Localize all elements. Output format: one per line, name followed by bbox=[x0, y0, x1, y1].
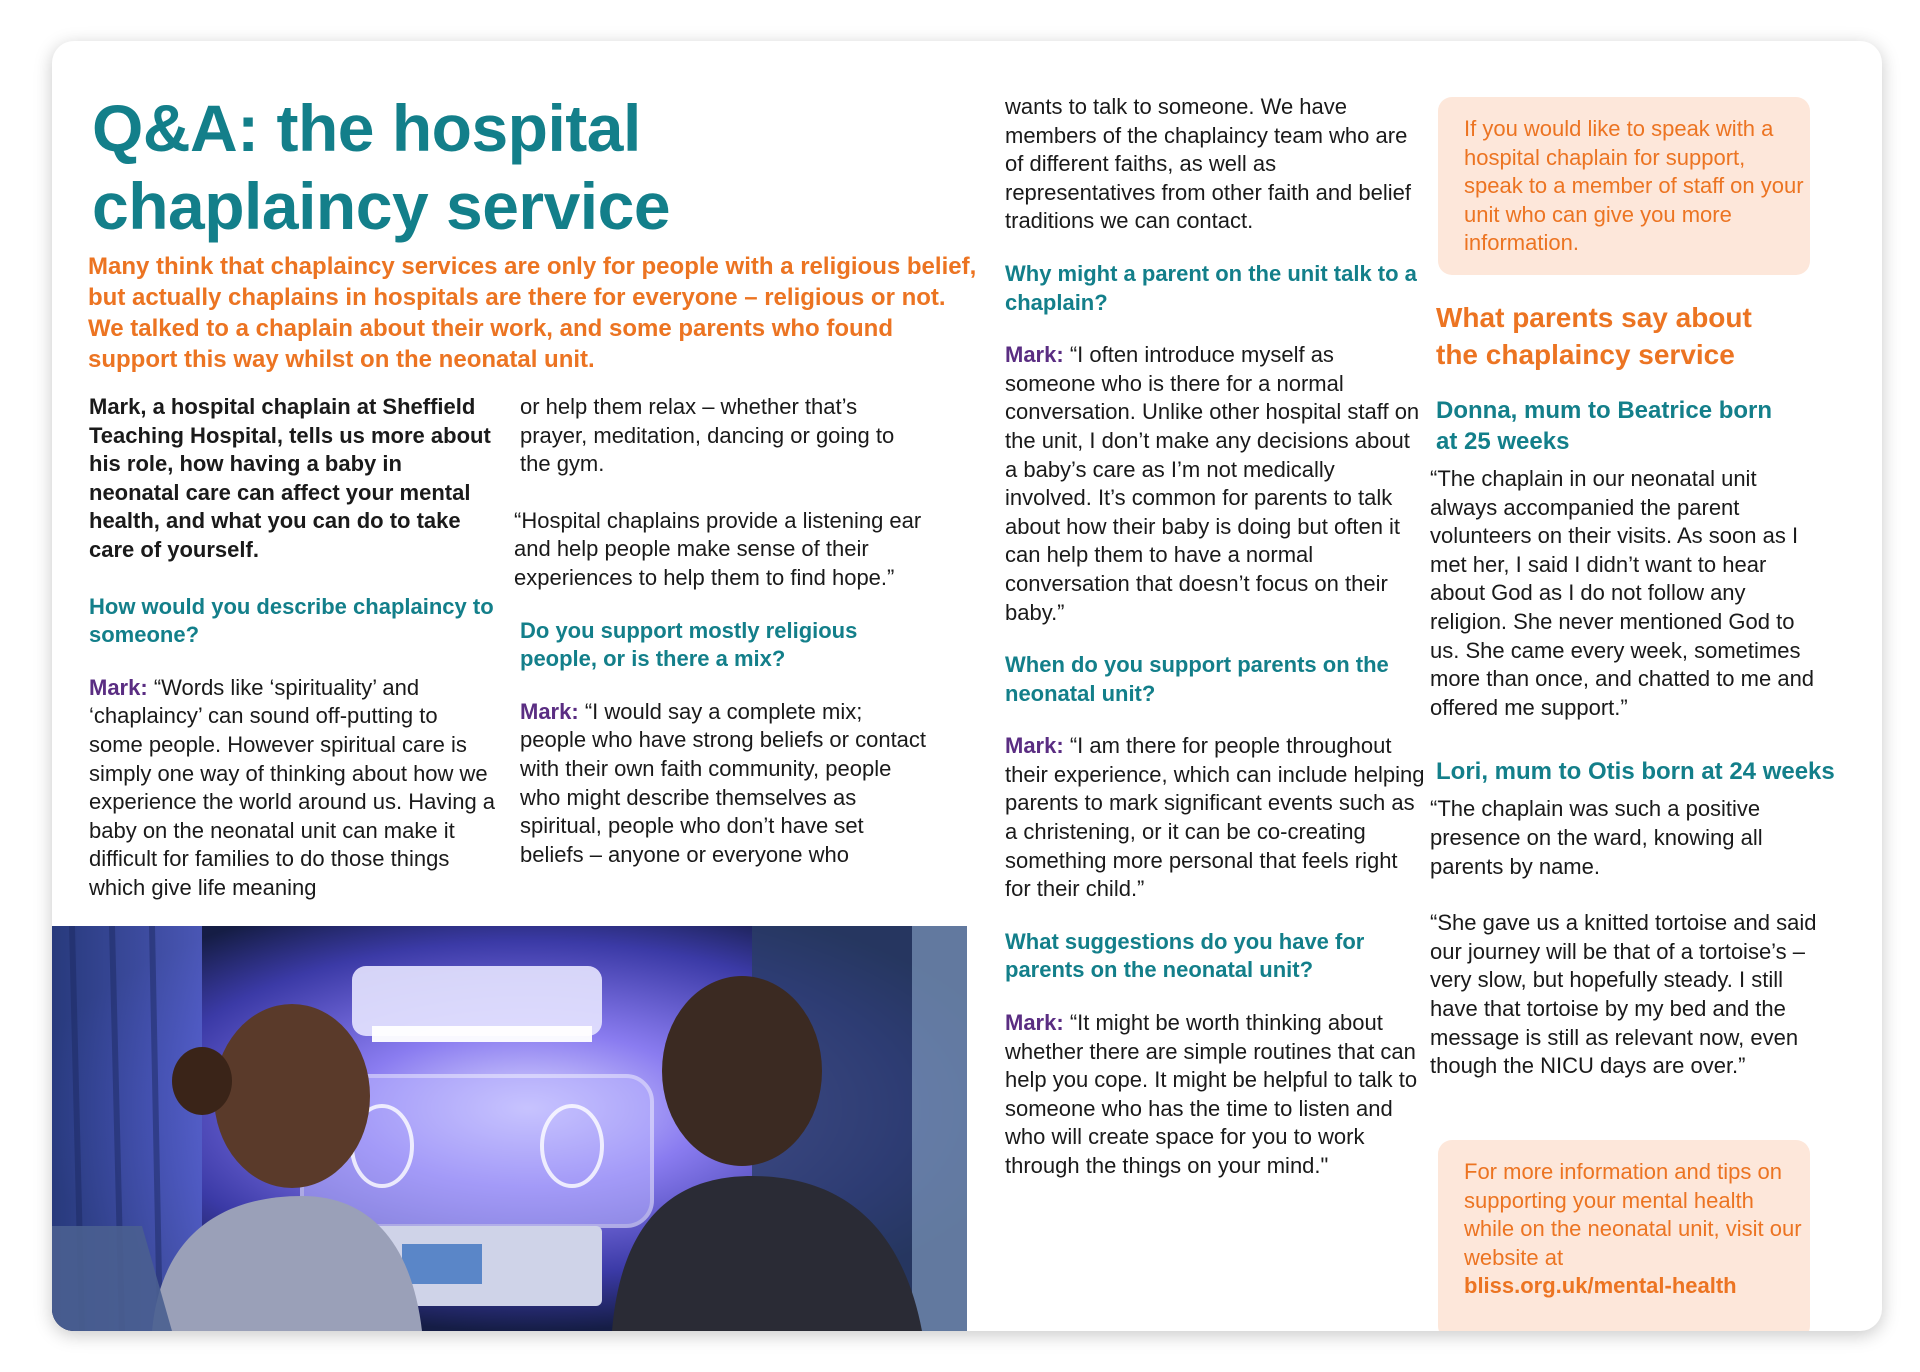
callout-text: If you would like to speak with a hospital chaplain for support, speak to a member of staff on your unit who can give you more information. bbox=[1464, 116, 1804, 256]
answer-2: Mark: “I would say a complete mix; people who have strong beliefs or contact with their own faith community, people who might describe themselves as spiritual, people who don’t have set beliefs – anyone or everyone who bbox=[520, 698, 927, 867]
answer-1-second-paragraph: “Hospital chaplains provide a listening ear and help people make sense of their experiences to help them to find hope.” bbox=[514, 507, 922, 590]
website-link[interactable]: bliss.org.uk/mental-health bbox=[1464, 1273, 1737, 1299]
parent-name-lori: Lori, mum to Otis born at 24 weeks bbox=[1436, 758, 1835, 786]
question-5: What suggestions do you have for parents on the neonatal unit? bbox=[1005, 928, 1365, 983]
column-1 bbox=[89, 393, 497, 903]
answer-2-continued: wants to talk to someone. We have members of the chaplaincy team who are of different faiths, as well as representatives from other faith and belief traditions we can contact. bbox=[1005, 94, 1412, 234]
speaker-label: Mark: bbox=[89, 674, 148, 700]
more-info-text: For more information and tips on supporting your mental health while on the neonatal unit, visit our website at bliss.org.uk/mental-health bbox=[1464, 1159, 1802, 1299]
column-4-parents bbox=[1430, 299, 1856, 1081]
parent-quote-lori-2: “She gave us a knitted tortoise and said our journey will be that of a tortoise’s – very slow, but hopefully steady. I still have that tortoise by my bed and the message is still as relevant now, even though the NICU days are over.” bbox=[1430, 910, 1817, 1079]
parent-quote-lori-1: “The chaplain was such a positive presence on the ward, knowing all parents by name. bbox=[1430, 796, 1763, 879]
answer-5: Mark: “It might be worth thinking about whether there are simple routines that can help you cope. It might be helpful to talk to someone who has the time to listen and who will create space for you to work through the things on your mind." bbox=[1005, 1010, 1418, 1178]
speaker-label: Mark: bbox=[1005, 1010, 1064, 1036]
magazine-spread bbox=[52, 41, 1882, 1331]
parents-heading: What parents say about the chaplaincy service bbox=[1436, 302, 1752, 370]
question-1: How would you describe chaplaincy to someone? bbox=[89, 593, 494, 648]
question-3: Why might a parent on the unit talk to a chaplain? bbox=[1005, 260, 1417, 315]
speaker-label: Mark: bbox=[1005, 733, 1064, 759]
answer-1-continued: or help them relax – whether that’s prayer, meditation, dancing or going to the gym. bbox=[520, 394, 895, 477]
page-title: Q&A: the hospital chaplaincy service bbox=[92, 91, 671, 243]
parent-quote-donna: “The chaplain in our neonatal unit always accompanied the parent volunteers on their visits. As soon as I met her, I said I didn’t want to hear about God as I do not follow any religion. She never mentioned God to us. She came every week, sometimes more than once, and chatted to me and offered me support.” bbox=[1430, 466, 1815, 720]
lead-paragraph: Mark, a hospital chaplain at Sheffield Teaching Hospital, tells us more about his role, how having a baby in neonatal care can affect your mental health, and what you can do to take care of yourself. bbox=[89, 394, 491, 562]
chaplain-contact-callout bbox=[1438, 97, 1810, 275]
question-4: When do you support parents on the neonatal unit? bbox=[1005, 652, 1389, 706]
answer-3: Mark: “I often introduce myself as someone who is there for a normal conversation. Unlike other hospital staff on the unit, I don’t make any decisions about a baby’s care as I’m not medically involved. It’s common for parents to talk about how their baby is doing but often it can help them to have a normal conversation that doesn’t focus on their baby.” bbox=[1005, 342, 1420, 625]
answer-1: Mark: “Words like ‘spirituality’ and ‘chaplaincy’ can sound off-putting to some people. However spiritual care is simply one way of thinking about how we experience the world around us. Having a baby on the neonatal unit can make it difficult for families to do those things which give life meaning bbox=[89, 674, 496, 900]
more-info-callout bbox=[1438, 1140, 1810, 1331]
intro-standfirst: Many think that chaplaincy services are only for people with a religious belief, but actually chaplains in hospitals are there for everyone – religious or not. We talked to a chaplain about their work, and some parents who found support this way whilst on the neonatal unit. bbox=[88, 253, 977, 373]
column-3 bbox=[1005, 93, 1425, 1181]
parent-name-donna: Donna, mum to Beatrice born at 25 weeks bbox=[1436, 397, 1773, 455]
question-2: Do you support mostly religious people, or is there a mix? bbox=[520, 617, 858, 672]
neonatal-unit-photo bbox=[52, 926, 967, 1331]
speaker-label: Mark: bbox=[520, 698, 579, 724]
parents-at-incubator-illustration bbox=[52, 926, 967, 1331]
column-2 bbox=[514, 393, 930, 869]
answer-4: Mark: “I am there for people throughout their experience, which can include helping parents to mark significant events such as a christening, or it can be co-creating something more personal that feels right for their child.” bbox=[1005, 733, 1425, 902]
speaker-label: Mark: bbox=[1005, 342, 1064, 368]
